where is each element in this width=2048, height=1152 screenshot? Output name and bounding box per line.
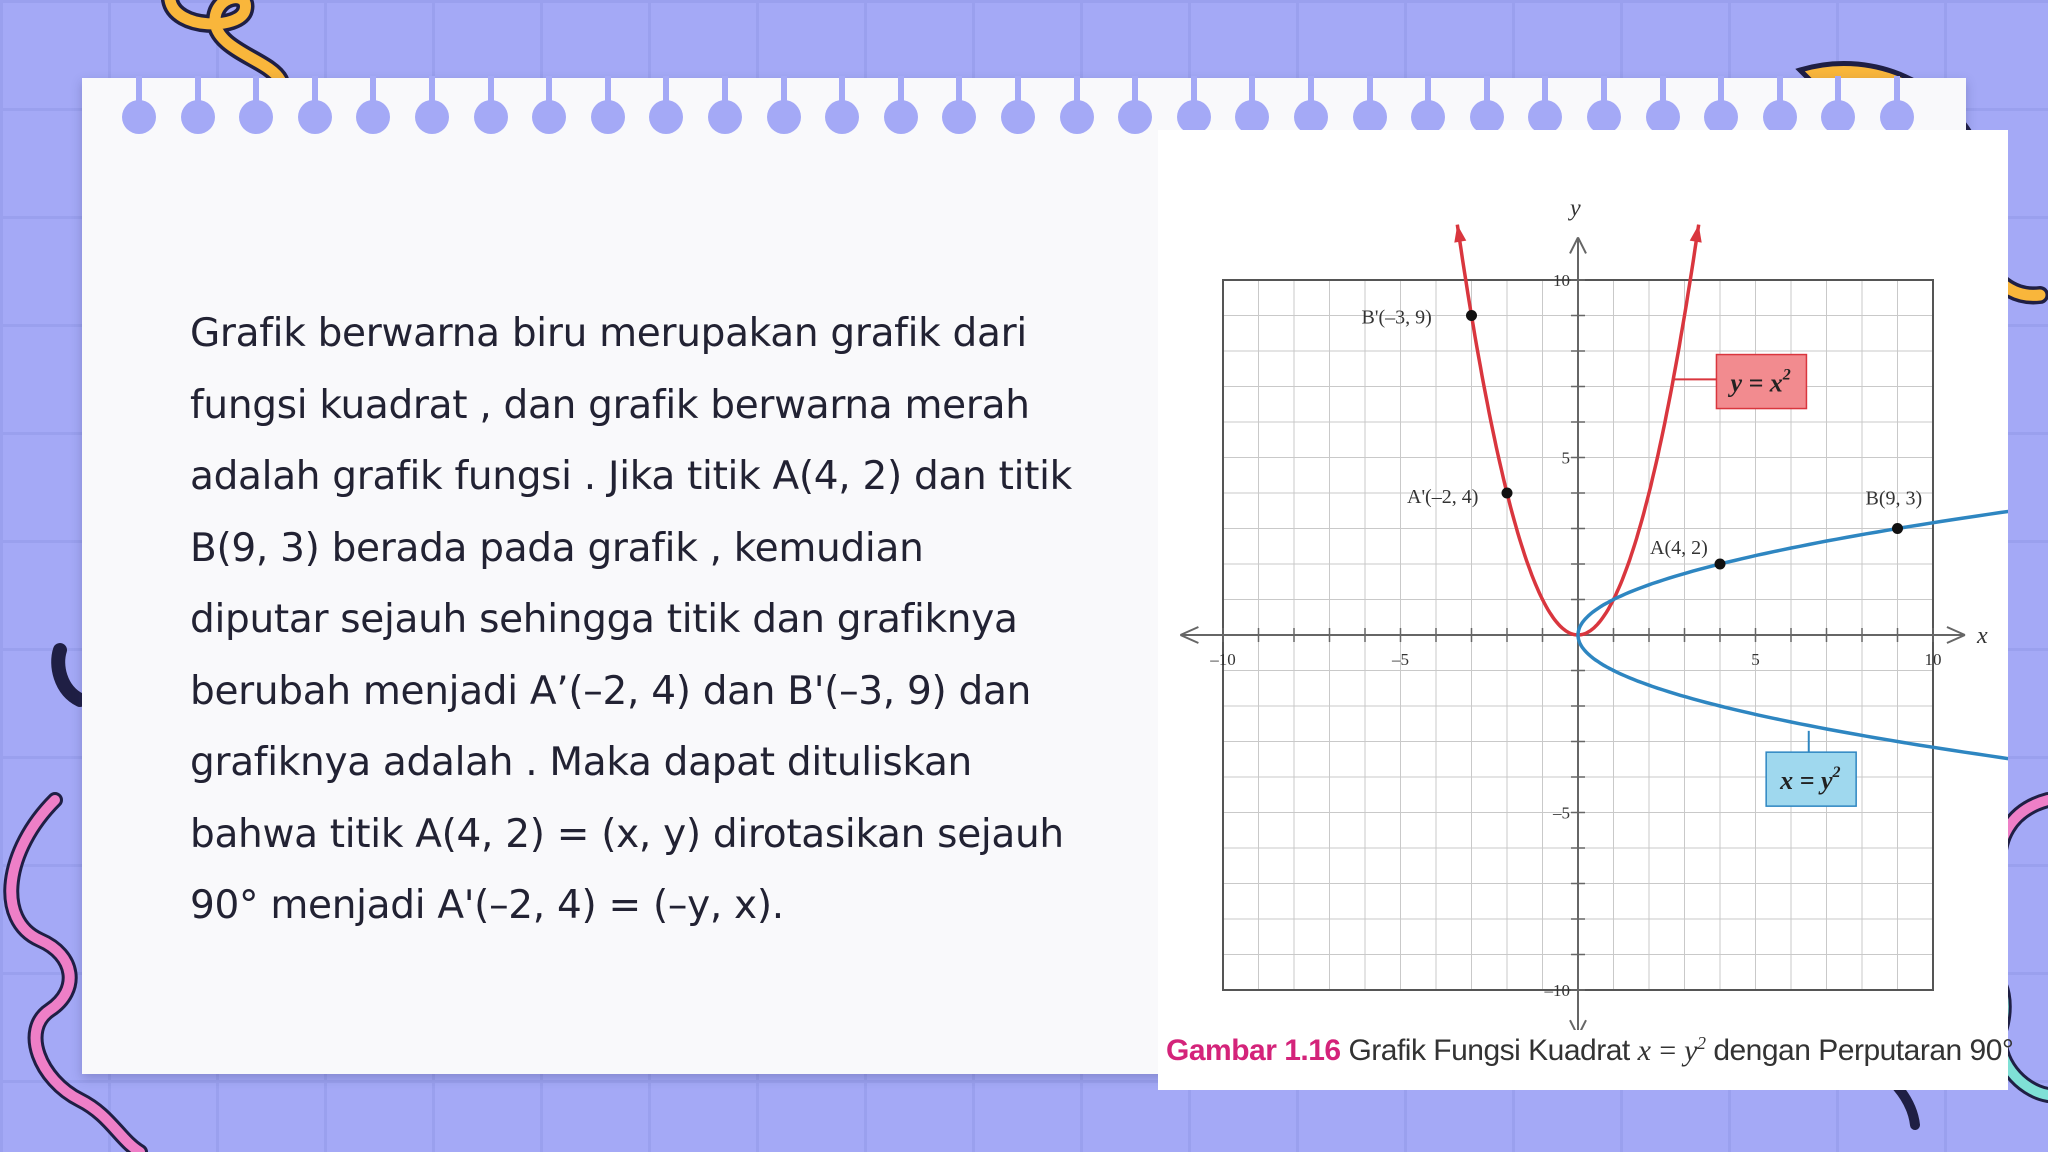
- point-label: B'(–3, 9): [1361, 306, 1432, 329]
- binder-hole: [649, 100, 683, 134]
- binder-hole: [474, 100, 508, 134]
- binder-hole: [825, 100, 859, 134]
- data-point: [1466, 310, 1477, 321]
- binder-holes: [82, 78, 1966, 138]
- y-axis-label: y: [1570, 195, 1581, 222]
- point-label: A(4, 2): [1650, 537, 1708, 559]
- binder-hole: [1118, 100, 1152, 134]
- blue-equation-label-text: $x = y^2$: [1780, 764, 1841, 796]
- x-axis-label: x: [1976, 623, 1988, 649]
- text-line: adalah grafik fungsi . Jika titik A(4, 2) dan titik: [190, 454, 1072, 499]
- caption-text: Grafik Fungsi Kuadrat: [1348, 1034, 1630, 1067]
- text-line: B(9, 3) berada pada grafik , kemudian: [190, 525, 924, 571]
- figure-panel: [1158, 130, 2014, 1090]
- binder-hole: [356, 100, 390, 134]
- blue-equation-label-exponent: 2: [1832, 764, 1841, 782]
- x-tick-label: –10: [1210, 650, 1236, 669]
- function-graph: [1158, 130, 2008, 1030]
- binder-hole: [884, 100, 918, 134]
- binder-hole: [1528, 100, 1562, 134]
- text-line: fungsi kuadrat , dan grafik berwarna merah: [190, 382, 1030, 428]
- binder-hole: [1704, 100, 1738, 134]
- caption-exponent: 2: [1696, 1033, 1706, 1053]
- binder-hole: [1880, 100, 1914, 134]
- binder-hole: [1646, 100, 1680, 134]
- binder-hole: [1294, 100, 1328, 134]
- binder-hole: [1235, 100, 1269, 134]
- red-equation-label-exponent: 2: [1782, 366, 1791, 384]
- binder-hole: [708, 100, 742, 134]
- binder-hole: [1001, 100, 1035, 134]
- figure-caption: [1166, 1033, 2014, 1068]
- navy-ribbon-left-icon: [58, 650, 80, 700]
- x-tick-label: –5: [1392, 650, 1409, 669]
- text-line: grafiknya adalah . Maka dapat dituliskan: [190, 740, 972, 785]
- data-point: [1502, 488, 1513, 499]
- x-tick-label: 10: [1924, 650, 1942, 669]
- y-tick-label: 10: [1553, 271, 1570, 290]
- binder-hole: [1353, 100, 1387, 134]
- binder-hole: [181, 100, 215, 134]
- text-line: diputar sejauh sehingga titik dan grafiknya: [190, 597, 1018, 642]
- data-point: [1715, 559, 1726, 570]
- caption-text-after: dengan Perputaran 90°: [1713, 1034, 2014, 1067]
- binder-hole: [415, 100, 449, 134]
- binder-hole: [942, 100, 976, 134]
- binder-hole: [122, 100, 156, 134]
- text-line: Grafik berwarna biru merupakan grafik dari: [190, 311, 1027, 356]
- text-line: bahwa titik A(4, 2) = (x, y) dirotasikan sejauh: [190, 811, 1064, 857]
- point-label: B(9, 3): [1865, 487, 1923, 510]
- caption-formula: x = y: [1637, 1034, 1697, 1067]
- binder-hole: [298, 100, 332, 134]
- binder-hole: [532, 100, 566, 134]
- binder-hole: [1587, 100, 1621, 134]
- y-tick-label: –5: [1553, 803, 1570, 823]
- binder-hole: [1763, 100, 1797, 134]
- binder-hole: [239, 100, 273, 134]
- binder-hole: [1821, 100, 1855, 134]
- red-equation-label-text: $y = x^2$: [1730, 366, 1791, 398]
- caption-number: Gambar 1.16: [1166, 1034, 1341, 1067]
- point-label: A'(–2, 4): [1407, 486, 1479, 508]
- y-tick-label: –10: [1544, 981, 1570, 1000]
- binder-hole: [591, 100, 625, 134]
- binder-hole: [767, 100, 801, 134]
- text-line: 90° menjadi A'(–2, 4) = (–y, x).: [190, 883, 784, 928]
- y-tick-label: 5: [1561, 448, 1570, 468]
- binder-hole: [1411, 100, 1445, 134]
- binder-hole: [1470, 100, 1504, 134]
- x-tick-label: 5: [1751, 650, 1760, 669]
- text-line: berubah menjadi A’(–2, 4) dan B'(–3, 9) dan: [190, 668, 1031, 714]
- binder-hole: [1060, 100, 1094, 134]
- binder-hole: [1177, 100, 1211, 134]
- data-point: [1892, 523, 1903, 534]
- notebook-card: [82, 78, 2014, 1074]
- description-text: [190, 298, 1140, 942]
